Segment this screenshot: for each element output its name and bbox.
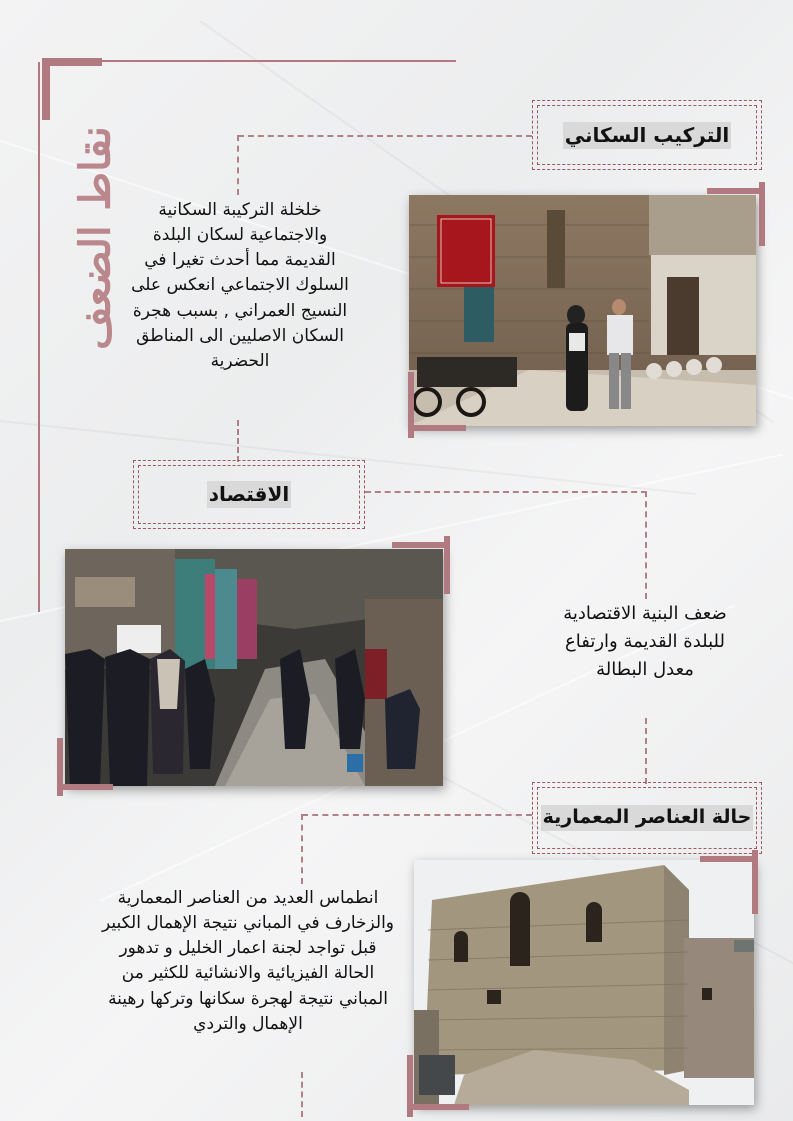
heading-population: التركيب السكاني	[564, 122, 730, 147]
connector-3a	[302, 814, 532, 816]
heading-box-population	[532, 100, 762, 170]
paragraph-architecture: انطماس العديد من العناصر المعمارية والزخارف في المباني نتيجة الإهمال الكبير قبل تواجد لجنة اعمار الخليل و تدهور الحالة الفيزيائية والانشائية للكثير من المباني نتيجة لهجرة سكانها وتركها رهينة الإهمال والتردي	[101, 888, 395, 1034]
connector-1b	[237, 135, 239, 195]
heading-box-architecture	[532, 782, 762, 854]
frame-left-line	[38, 62, 40, 612]
connector-3b	[301, 814, 303, 884]
photo1-corner-bl-h	[408, 425, 466, 431]
heading-box-economy	[133, 460, 365, 529]
paragraph-population: خلخلة التركيبة السكانية والاجتماعية لسكان البلدة القديمة مما أحدث تغيرا في السلوك الاجتماعي انعكس على النسيج العمراني , بسبب هجرة السكان الاصليين الى المناطق الحضرية	[131, 200, 349, 371]
connector-2a	[365, 491, 647, 493]
photo3-corner-tr-h	[700, 856, 758, 862]
photo3-corner-tr-v	[752, 850, 758, 914]
photo2-corner-tr-h	[392, 542, 450, 548]
vertical-title	[60, 108, 130, 368]
paragraph-economy: ضعف البنية الاقتصادية للبلدة القديمة وارتفاع معدل البطالة	[563, 603, 727, 680]
photo-street-scene	[409, 195, 756, 426]
frame-corner-block-v	[42, 58, 50, 120]
connector-2c	[645, 718, 647, 784]
connector-1c	[237, 420, 239, 462]
connector-1a	[238, 135, 532, 137]
photo2-corner-bl-h	[57, 784, 113, 790]
frame-corner-block	[42, 58, 102, 66]
frame-top-line	[44, 60, 456, 62]
photo-old-building	[414, 860, 754, 1105]
photo2-corner-tr-v	[444, 536, 450, 594]
connector-3c	[301, 1072, 303, 1117]
connector-2b	[645, 491, 647, 599]
photo-souq	[65, 549, 443, 786]
photo3-corner-bl-h	[407, 1104, 469, 1110]
vertical-title-text: نقاط الضعف	[70, 126, 120, 350]
heading-architecture: حالة العناصر المعمارية	[541, 805, 754, 831]
photo1-corner-tr-h	[707, 188, 765, 194]
photo1-corner-tr-v	[759, 182, 765, 246]
heading-economy: الاقتصاد	[208, 482, 290, 506]
